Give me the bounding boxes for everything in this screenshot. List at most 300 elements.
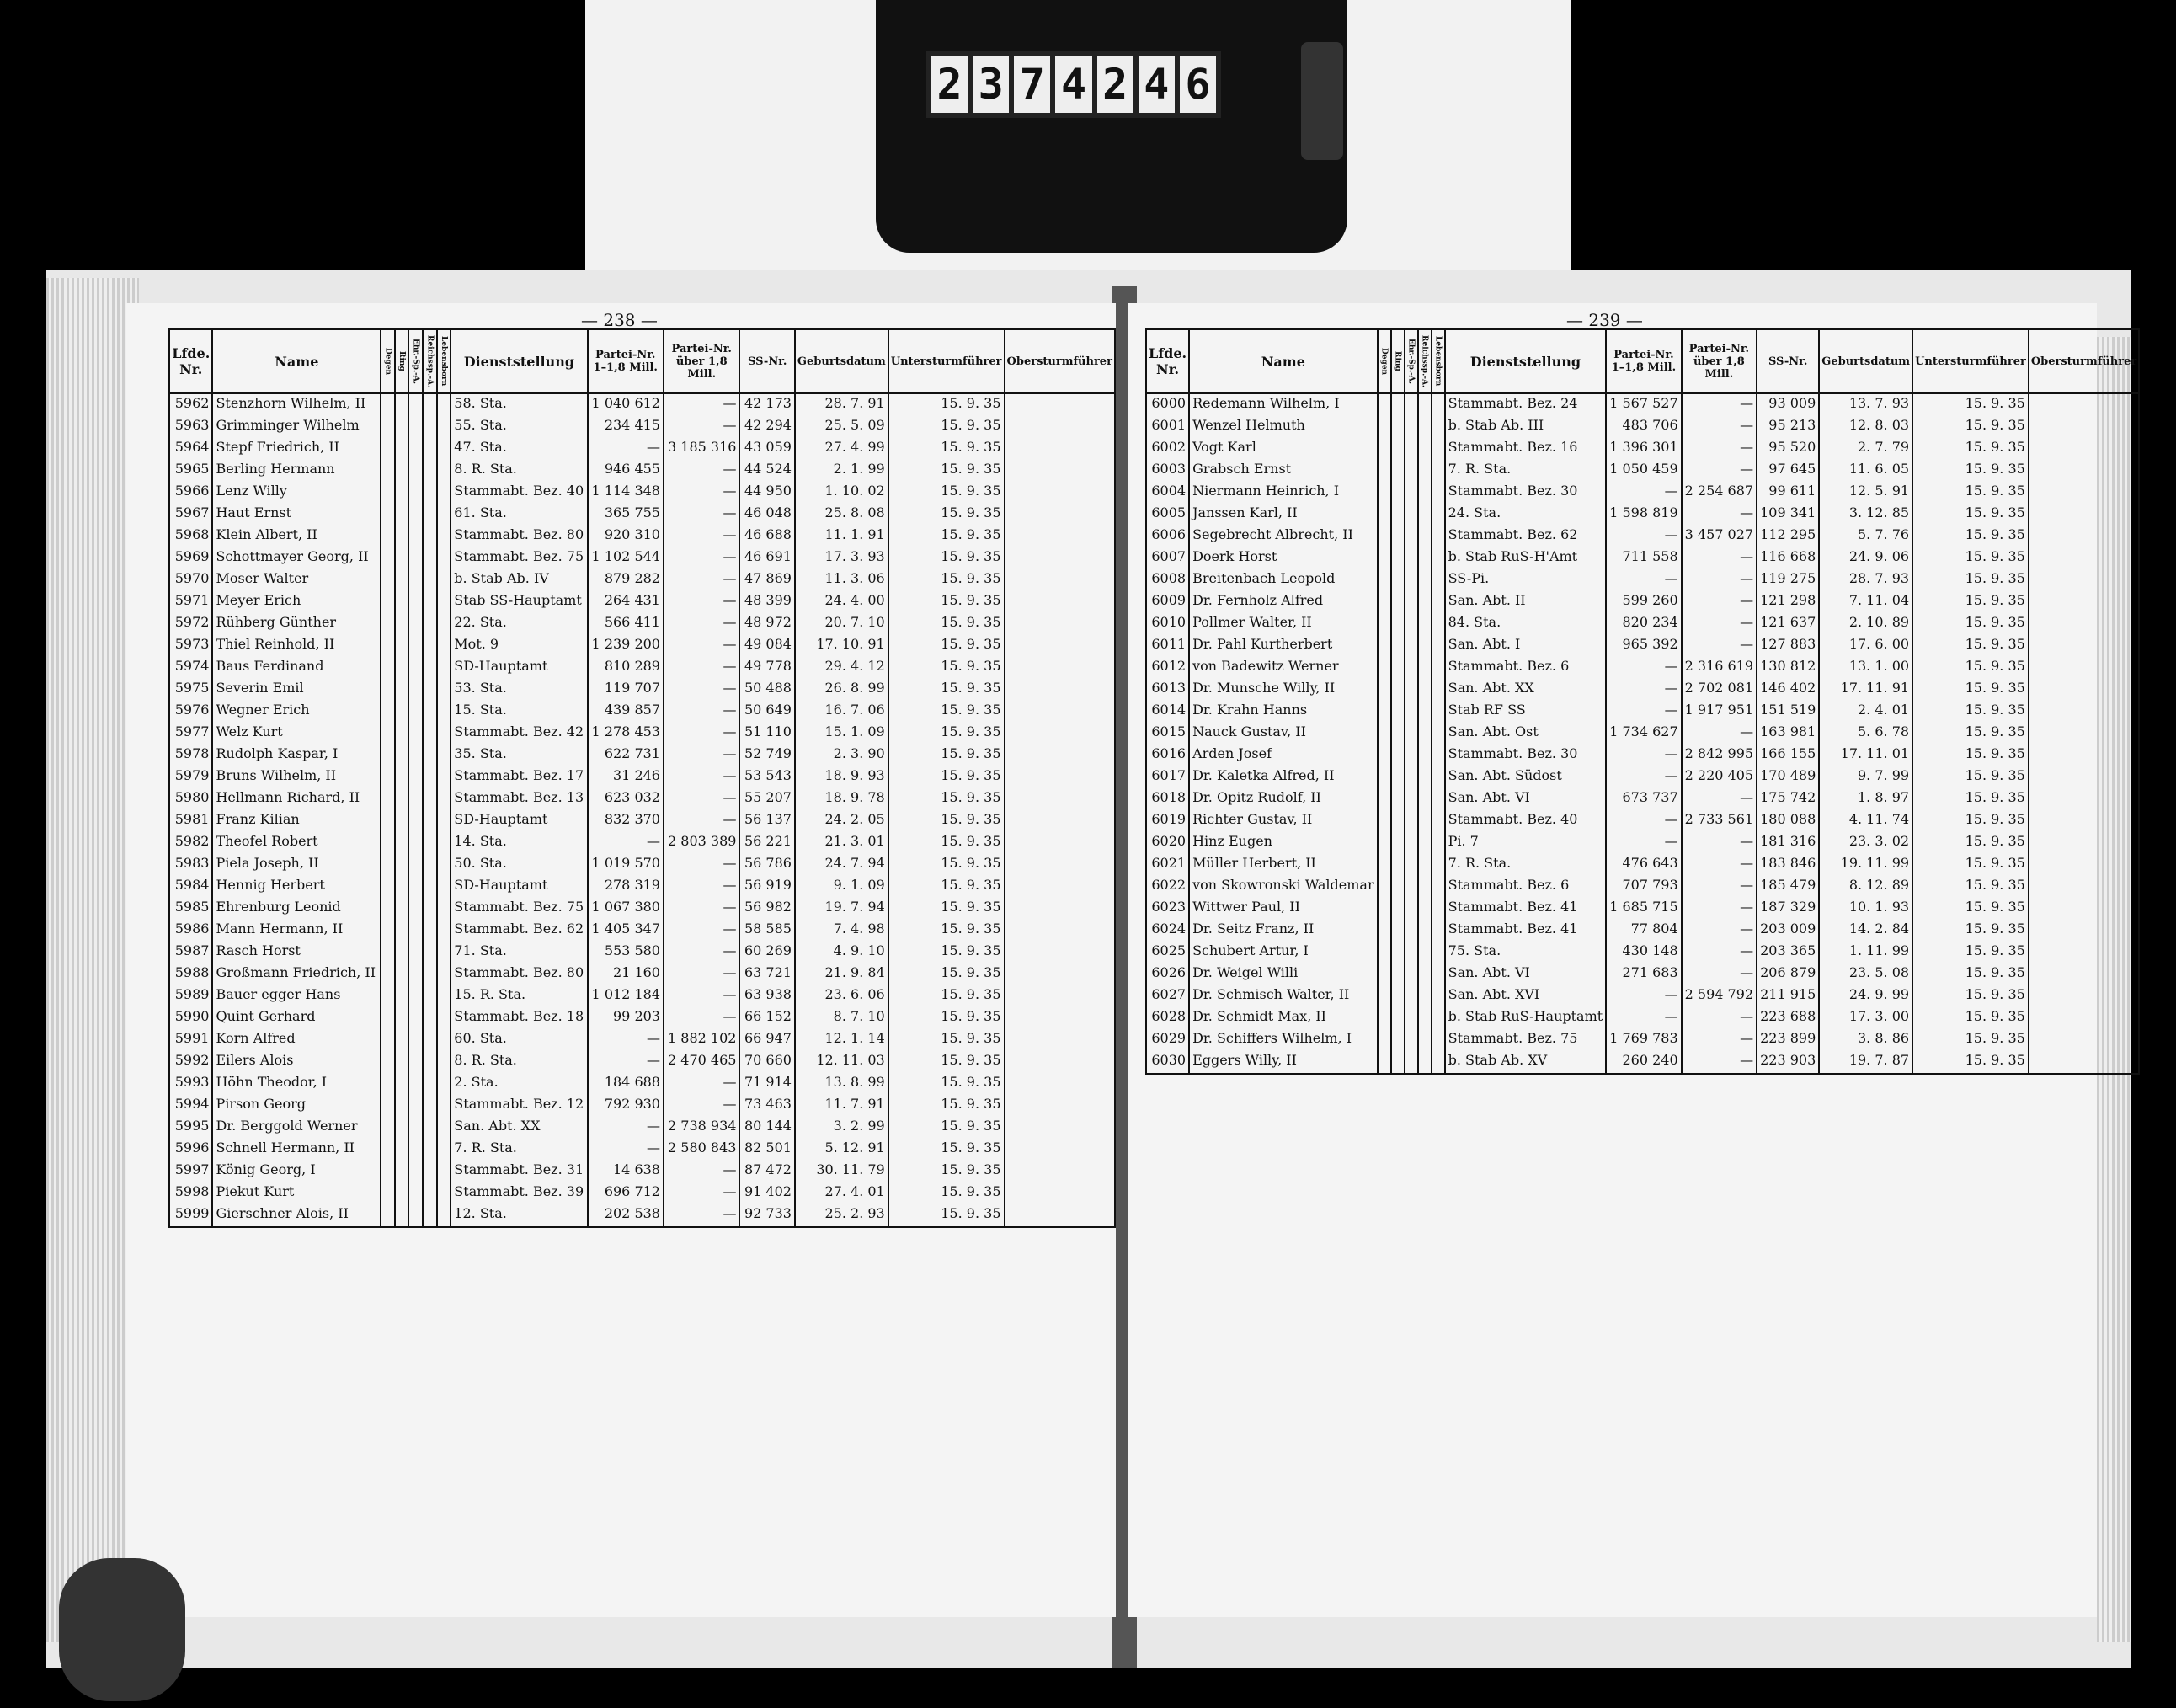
table-cell (395, 1139, 409, 1161)
table-cell: 2. 7. 79 (1819, 438, 1912, 460)
table-cell: — (664, 526, 739, 547)
table-cell: Welz Kurt (212, 723, 381, 745)
table-cell: — (588, 1051, 664, 1073)
table-cell: 46 688 (739, 526, 794, 547)
table-cell: — (1606, 832, 1681, 854)
table-cell (408, 985, 423, 1007)
table-cell (437, 963, 451, 985)
table-cell (1432, 416, 1445, 438)
table-cell: Stammabt. Bez. 18 (451, 1007, 587, 1029)
table-cell: 6023 (1146, 898, 1189, 920)
table-cell: 15. 9. 35 (1912, 635, 2029, 657)
table-cell: Stammabt. Bez. 75 (451, 898, 587, 920)
table-cell: 5996 (169, 1139, 212, 1161)
table-cell (395, 876, 409, 898)
table-cell: 6007 (1146, 547, 1189, 569)
table-cell (2029, 898, 2139, 920)
table-cell: — (664, 920, 739, 942)
table-cell: 63 938 (739, 985, 794, 1007)
table-cell: 15. 9. 35 (888, 482, 1005, 504)
table-cell: König Georg, I (212, 1161, 381, 1182)
table-row (169, 985, 1115, 1007)
column-header: Reichssp.-A. (1418, 329, 1432, 393)
table-cell (1432, 1051, 1445, 1074)
table-cell: 6000 (1146, 393, 1189, 416)
table-cell: 1 396 301 (1606, 438, 1681, 460)
table-cell: Stammabt. Bez. 13 (451, 788, 587, 810)
table-cell (1378, 832, 1391, 854)
table-row (169, 810, 1115, 832)
table-row (1146, 526, 2139, 547)
table-cell (1378, 854, 1391, 876)
table-cell (381, 701, 395, 723)
table-cell: von Skowronski Waldemar (1189, 876, 1378, 898)
table-cell: 116 668 (1757, 547, 1819, 569)
table-cell: 17. 3. 93 (795, 547, 888, 569)
table-cell: 4. 11. 74 (1819, 810, 1912, 832)
table-cell (1005, 1095, 1116, 1117)
table-cell: 1 067 380 (588, 898, 664, 920)
table-cell (408, 460, 423, 482)
table-cell: — (664, 745, 739, 766)
table-cell (1391, 985, 1405, 1007)
table-cell (1005, 679, 1116, 701)
table-cell (1378, 876, 1391, 898)
table-cell: 56 919 (739, 876, 794, 898)
table-row (1146, 547, 2139, 569)
table-cell (381, 591, 395, 613)
table-cell: Segebrecht Albrecht, II (1189, 526, 1378, 547)
table-cell (2029, 723, 2139, 745)
table-cell: Rudolph Kaspar, I (212, 745, 381, 766)
table-cell (395, 1073, 409, 1095)
table-cell (1378, 635, 1391, 657)
table-cell: 46 048 (739, 504, 794, 526)
table-cell: 146 402 (1757, 679, 1819, 701)
table-cell: 264 431 (588, 591, 664, 613)
table-cell: — (1606, 657, 1681, 679)
table-cell (1391, 810, 1405, 832)
table-cell (1432, 723, 1445, 745)
table-cell: 61. Sta. (451, 504, 587, 526)
column-header: Lebensborn (1432, 329, 1445, 393)
table-cell: 5982 (169, 832, 212, 854)
table-cell (1378, 569, 1391, 591)
table-row (1146, 985, 2139, 1007)
table-cell: 15. 9. 35 (888, 591, 1005, 613)
table-cell: 6030 (1146, 1051, 1189, 1074)
table-cell: 15. 9. 35 (888, 766, 1005, 788)
table-cell: Janssen Karl, II (1189, 504, 1378, 526)
table-cell: 6025 (1146, 942, 1189, 963)
table-cell: 15. 9. 35 (1912, 985, 2029, 1007)
table-cell: 14. 2. 84 (1819, 920, 1912, 942)
table-row (1146, 1051, 2139, 1074)
table-cell: 6011 (1146, 635, 1189, 657)
table-cell (2029, 810, 2139, 832)
table-cell: 26. 8. 99 (795, 679, 888, 701)
table-cell (1418, 854, 1432, 876)
table-cell: 51 110 (739, 723, 794, 745)
table-cell (1005, 393, 1116, 416)
table-cell: Stammabt. Bez. 30 (1445, 745, 1607, 766)
table-cell: 17. 3. 00 (1819, 1007, 1912, 1029)
table-cell (408, 723, 423, 745)
table-row (169, 591, 1115, 613)
table-cell (1418, 788, 1432, 810)
column-header: Partei-Nr. 1–1,8 Mill. (588, 329, 664, 393)
table-cell: 130 812 (1757, 657, 1819, 679)
table-cell (437, 876, 451, 898)
table-cell (395, 591, 409, 613)
table-cell: 15. 9. 35 (888, 569, 1005, 591)
table-cell: 879 282 (588, 569, 664, 591)
table-cell (437, 1204, 451, 1227)
table-cell: 7. R. Sta. (1445, 460, 1607, 482)
table-cell (1418, 679, 1432, 701)
table-cell: 707 793 (1606, 876, 1681, 898)
table-cell: — (588, 832, 664, 854)
table-cell (1005, 766, 1116, 788)
table-cell: 73 463 (739, 1095, 794, 1117)
table-row (169, 1051, 1115, 1073)
table-row (169, 547, 1115, 569)
table-cell: 5997 (169, 1161, 212, 1182)
table-cell (408, 613, 423, 635)
table-cell: 6022 (1146, 876, 1189, 898)
table-cell: 47. Sta. (451, 438, 587, 460)
table-cell: 430 148 (1606, 942, 1681, 963)
table-cell: 58. Sta. (451, 393, 587, 416)
table-cell (408, 526, 423, 547)
table-cell (423, 1161, 437, 1182)
table-cell (395, 1182, 409, 1204)
table-row (169, 963, 1115, 985)
table-cell: — (664, 504, 739, 526)
table-cell: — (1682, 504, 1757, 526)
table-cell (2029, 832, 2139, 854)
table-cell: 3. 8. 86 (1819, 1029, 1912, 1051)
table-cell: 19. 11. 99 (1819, 854, 1912, 876)
table-cell: 151 519 (1757, 701, 1819, 723)
table-cell: 2. Sta. (451, 1073, 587, 1095)
table-cell (381, 657, 395, 679)
table-cell: 6014 (1146, 701, 1189, 723)
table-cell (1391, 832, 1405, 854)
table-cell: 5988 (169, 963, 212, 985)
table-cell: Dr. Kaletka Alfred, II (1189, 766, 1378, 788)
table-row (169, 679, 1115, 701)
table-cell: 5. 12. 91 (795, 1139, 888, 1161)
table-cell (381, 723, 395, 745)
table-cell: Dr. Seitz Franz, II (1189, 920, 1378, 942)
table-cell: 15. 9. 35 (888, 1007, 1005, 1029)
column-header: Lfde. Nr. (169, 329, 212, 393)
table-cell (408, 832, 423, 854)
table-cell (1378, 526, 1391, 547)
table-cell: 17. 11. 91 (1819, 679, 1912, 701)
table-cell: Stammabt. Bez. 16 (1445, 438, 1607, 460)
table-cell: Breitenbach Leopold (1189, 569, 1378, 591)
table-cell (381, 766, 395, 788)
table-cell: 15. R. Sta. (451, 985, 587, 1007)
table-cell (1005, 1182, 1116, 1204)
table-cell (408, 745, 423, 766)
table-cell (1391, 1029, 1405, 1051)
table-cell: Großmann Friedrich, II (212, 963, 381, 985)
table-cell (437, 482, 451, 504)
table-cell (1405, 766, 1418, 788)
table-cell: 14. Sta. (451, 832, 587, 854)
table-cell (1391, 635, 1405, 657)
table-cell: 46 691 (739, 547, 794, 569)
table-cell (395, 832, 409, 854)
table-row (169, 745, 1115, 766)
table-cell (381, 876, 395, 898)
table-cell: Wittwer Paul, II (1189, 898, 1378, 920)
table-cell: — (1606, 810, 1681, 832)
table-cell (408, 1029, 423, 1051)
table-cell (437, 1095, 451, 1117)
left-page-edges (46, 278, 139, 1642)
table-cell (408, 1204, 423, 1227)
table-cell: San. Abt. II (1445, 591, 1607, 613)
table-cell: 1 012 184 (588, 985, 664, 1007)
table-cell (1378, 657, 1391, 679)
column-header: Obersturmführer (1005, 329, 1116, 393)
table-cell: 6008 (1146, 569, 1189, 591)
table-cell (423, 504, 437, 526)
table-cell: — (664, 963, 739, 985)
table-cell: Pirson Georg (212, 1095, 381, 1117)
table-cell: 112 295 (1757, 526, 1819, 547)
table-cell (423, 985, 437, 1007)
register-table (168, 328, 1116, 1228)
table-cell (1405, 920, 1418, 942)
table-row (1146, 963, 2139, 985)
table-cell (1005, 591, 1116, 613)
table-cell: 27. 4. 99 (795, 438, 888, 460)
table-cell: — (664, 613, 739, 635)
table-cell: Dr. Pahl Kurtherbert (1189, 635, 1378, 657)
column-header: Name (1189, 329, 1378, 393)
table-cell (381, 1204, 395, 1227)
table-cell: 15. 9. 35 (1912, 393, 2029, 416)
table-cell: — (664, 1095, 739, 1117)
table-cell (1391, 547, 1405, 569)
table-cell: 15. 9. 35 (1912, 963, 2029, 985)
column-header: Ehr.-Sp.-A. (408, 329, 423, 393)
column-header: Degen (381, 329, 395, 393)
table-cell: 48 399 (739, 591, 794, 613)
table-cell: 17. 6. 00 (1819, 635, 1912, 657)
table-cell: 15. 9. 35 (888, 547, 1005, 569)
table-cell: 48 972 (739, 613, 794, 635)
table-cell: 15. 9. 35 (1912, 460, 2029, 482)
table-cell: 5999 (169, 1204, 212, 1227)
table-row (169, 526, 1115, 547)
table-cell: 71 914 (739, 1073, 794, 1095)
table-cell: 50. Sta. (451, 854, 587, 876)
table-cell: 15. 9. 35 (888, 1204, 1005, 1227)
table-cell: 2. 4. 01 (1819, 701, 1912, 723)
table-row (169, 657, 1115, 679)
table-cell: 5977 (169, 723, 212, 745)
table-cell: 5967 (169, 504, 212, 526)
table-cell: 15. 9. 35 (1912, 613, 2029, 635)
table-cell: 15. 9. 35 (1912, 438, 2029, 460)
table-cell: Stammabt. Bez. 75 (1445, 1029, 1607, 1051)
table-cell: Stammabt. Bez. 30 (1445, 482, 1607, 504)
table-cell: 6029 (1146, 1029, 1189, 1051)
table-row (1146, 701, 2139, 723)
table-cell (2029, 482, 2139, 504)
table-cell (1418, 438, 1432, 460)
table-cell: 75. Sta. (1445, 942, 1607, 963)
table-cell (1432, 701, 1445, 723)
table-cell: Haut Ernst (212, 504, 381, 526)
table-cell (437, 613, 451, 635)
table-cell: 42 294 (739, 416, 794, 438)
table-cell (408, 1182, 423, 1204)
column-header: Partei-Nr. 1–1,8 Mill. (1606, 329, 1681, 393)
table-cell: 5971 (169, 591, 212, 613)
table-cell: 109 341 (1757, 504, 1819, 526)
table-cell: 18. 9. 78 (795, 788, 888, 810)
table-cell (1378, 788, 1391, 810)
table-cell: 223 688 (1757, 1007, 1819, 1029)
table-cell: 1 882 102 (664, 1029, 739, 1051)
table-cell (437, 898, 451, 920)
table-cell: 3. 12. 85 (1819, 504, 1912, 526)
table-cell: — (664, 591, 739, 613)
table-cell: 29. 4. 12 (795, 657, 888, 679)
table-cell: Bauer egger Hans (212, 985, 381, 1007)
table-cell: 181 316 (1757, 832, 1819, 854)
table-cell (395, 1029, 409, 1051)
table-cell: 19. 7. 87 (1819, 1051, 1912, 1074)
table-cell (395, 460, 409, 482)
table-cell: — (1682, 547, 1757, 569)
table-cell: 6012 (1146, 657, 1189, 679)
table-cell (1378, 438, 1391, 460)
table-row (169, 1095, 1115, 1117)
table-cell (2029, 942, 2139, 963)
table-cell (1378, 1007, 1391, 1029)
table-cell: 175 742 (1757, 788, 1819, 810)
table-cell (1405, 635, 1418, 657)
table-cell: 56 221 (739, 832, 794, 854)
table-cell (1432, 832, 1445, 854)
table-cell: Pi. 7 (1445, 832, 1607, 854)
table-cell (1405, 832, 1418, 854)
table-row (1146, 504, 2139, 526)
table-cell (395, 416, 409, 438)
table-cell (1405, 788, 1418, 810)
table-cell: 28. 7. 91 (795, 393, 888, 416)
table-row (1146, 876, 2139, 898)
table-row (1146, 810, 2139, 832)
table-cell: — (1682, 920, 1757, 942)
table-cell: 1 769 783 (1606, 1029, 1681, 1051)
table-cell: 170 489 (1757, 766, 1819, 788)
column-header: Lebensborn (437, 329, 451, 393)
table-cell (2029, 569, 2139, 591)
table-cell: 9. 1. 09 (795, 876, 888, 898)
table-cell: — (1682, 723, 1757, 745)
table-cell (395, 942, 409, 963)
table-cell (423, 438, 437, 460)
table-cell: 43 059 (739, 438, 794, 460)
table-cell: — (664, 723, 739, 745)
table-cell (1432, 810, 1445, 832)
table-cell: Grimminger Wilhelm (212, 416, 381, 438)
table-cell: 2 470 465 (664, 1051, 739, 1073)
table-row (169, 788, 1115, 810)
table-cell: 15. 9. 35 (1912, 1007, 2029, 1029)
table-cell: 58 585 (739, 920, 794, 942)
table-cell: 920 310 (588, 526, 664, 547)
table-cell: Moser Walter (212, 569, 381, 591)
table-cell (423, 679, 437, 701)
table-cell (1391, 788, 1405, 810)
table-cell: Stepf Friedrich, II (212, 438, 381, 460)
table-cell: 11. 6. 05 (1819, 460, 1912, 482)
table-cell: 15. 9. 35 (1912, 942, 2029, 963)
table-cell: 21 160 (588, 963, 664, 985)
table-cell: 53 543 (739, 766, 794, 788)
table-cell (437, 1117, 451, 1139)
table-cell (1418, 942, 1432, 963)
table-cell: 1 114 348 (588, 482, 664, 504)
table-cell: 25. 2. 93 (795, 1204, 888, 1227)
table-cell (1432, 1029, 1445, 1051)
table-cell (1391, 482, 1405, 504)
table-cell: 56 982 (739, 898, 794, 920)
table-cell (437, 416, 451, 438)
table-cell: 92 733 (739, 1204, 794, 1227)
table-cell: Meyer Erich (212, 591, 381, 613)
table-cell (1391, 679, 1405, 701)
table-cell (381, 1007, 395, 1029)
table-cell: 60. Sta. (451, 1029, 587, 1051)
table-cell: 203 365 (1757, 942, 1819, 963)
table-cell: San. Abt. XX (1445, 679, 1607, 701)
table-cell: 5983 (169, 854, 212, 876)
table-cell (437, 569, 451, 591)
table-cell: 1 040 612 (588, 393, 664, 416)
table-cell: Stab RF SS (1445, 701, 1607, 723)
table-cell: 24. 2. 05 (795, 810, 888, 832)
table-cell: 185 479 (1757, 876, 1819, 898)
table-cell (2029, 920, 2139, 942)
table-cell (1005, 876, 1116, 898)
table-row (169, 766, 1115, 788)
table-cell: 8. 7. 10 (795, 1007, 888, 1029)
table-cell: 2 803 389 (664, 832, 739, 854)
table-cell: 5962 (169, 393, 212, 416)
table-cell (1378, 701, 1391, 723)
table-cell: 14 638 (588, 1161, 664, 1182)
table-cell (1432, 679, 1445, 701)
table-cell (437, 393, 451, 416)
table-cell: 15. 9. 35 (1912, 920, 2029, 942)
table-cell: — (1606, 482, 1681, 504)
table-cell: Wegner Erich (212, 701, 381, 723)
table-cell (423, 482, 437, 504)
table-cell (381, 942, 395, 963)
table-cell: 12. 11. 03 (795, 1051, 888, 1073)
